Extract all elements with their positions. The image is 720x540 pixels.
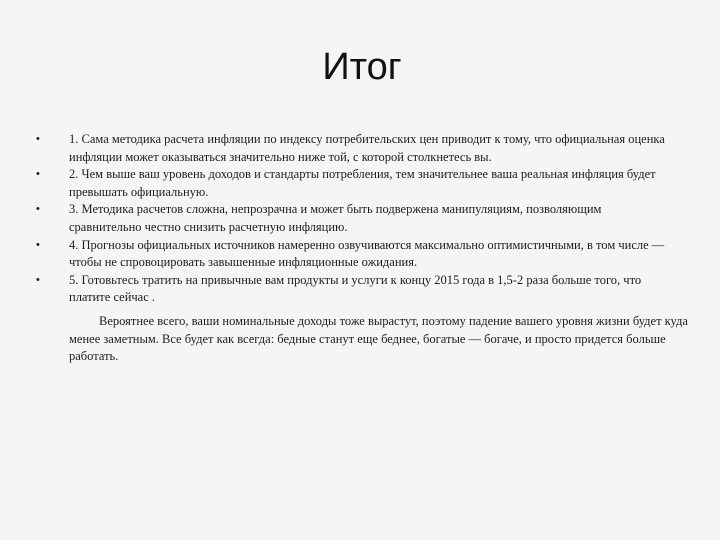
bullet-item-4 bbox=[36, 237, 676, 272]
bullet-item-5 bbox=[36, 272, 676, 307]
bullet-list bbox=[36, 131, 676, 307]
bullet-icon: • bbox=[36, 133, 40, 145]
bullet-text: 1. Сама методика расчета инфляции по индексу потребительских цен приводит к тому, что официальная оценка инфляции может оказываться значительно ниже той, с которой столкнетесь вы. bbox=[69, 132, 665, 164]
bullet-text: 4. Прогнозы официальных источников намеренно озвучиваются максимально оптимистичными, в том числе — чтобы не спровоцировать завышенные инфляционные ожидания. bbox=[69, 237, 665, 270]
bullet-text: 5. Готовьтесь тратить на привычные вам продукты и услуги к концу 2015 года в 1,5-2 раза больше того, что платите сейчас . bbox=[69, 272, 642, 305]
bullet-icon: • bbox=[36, 273, 40, 286]
bullet-item-3 bbox=[36, 201, 676, 236]
bullet-text: 2. Чем выше ваш уровень доходов и стандарты потребления, тем значительнее ваша реальная инфляция будет превышать официальную. bbox=[69, 167, 656, 199]
closing-paragraph: Вероятнее всего, ваши номинальные доходы тоже вырастут, поэтому падение вашего уровня жизни будет куда менее заметным. Все будет как всегда: бедные станут еще беднее, богатые — богаче, и просто придется больше работать. bbox=[69, 314, 688, 364]
bullet-item-1 bbox=[36, 131, 676, 166]
bullet-icon: • bbox=[36, 203, 40, 216]
bullet-text: 3. Методика расчетов сложна, непрозрачна и может быть подвержена манипуляциям, позволяющим сравнительно честно снизить расчетную инфляцию. bbox=[69, 202, 602, 234]
bullet-icon: • bbox=[36, 238, 40, 251]
slide-title: Итог bbox=[322, 46, 402, 88]
bullet-icon: • bbox=[36, 168, 40, 181]
bullet-item-2 bbox=[36, 166, 676, 201]
